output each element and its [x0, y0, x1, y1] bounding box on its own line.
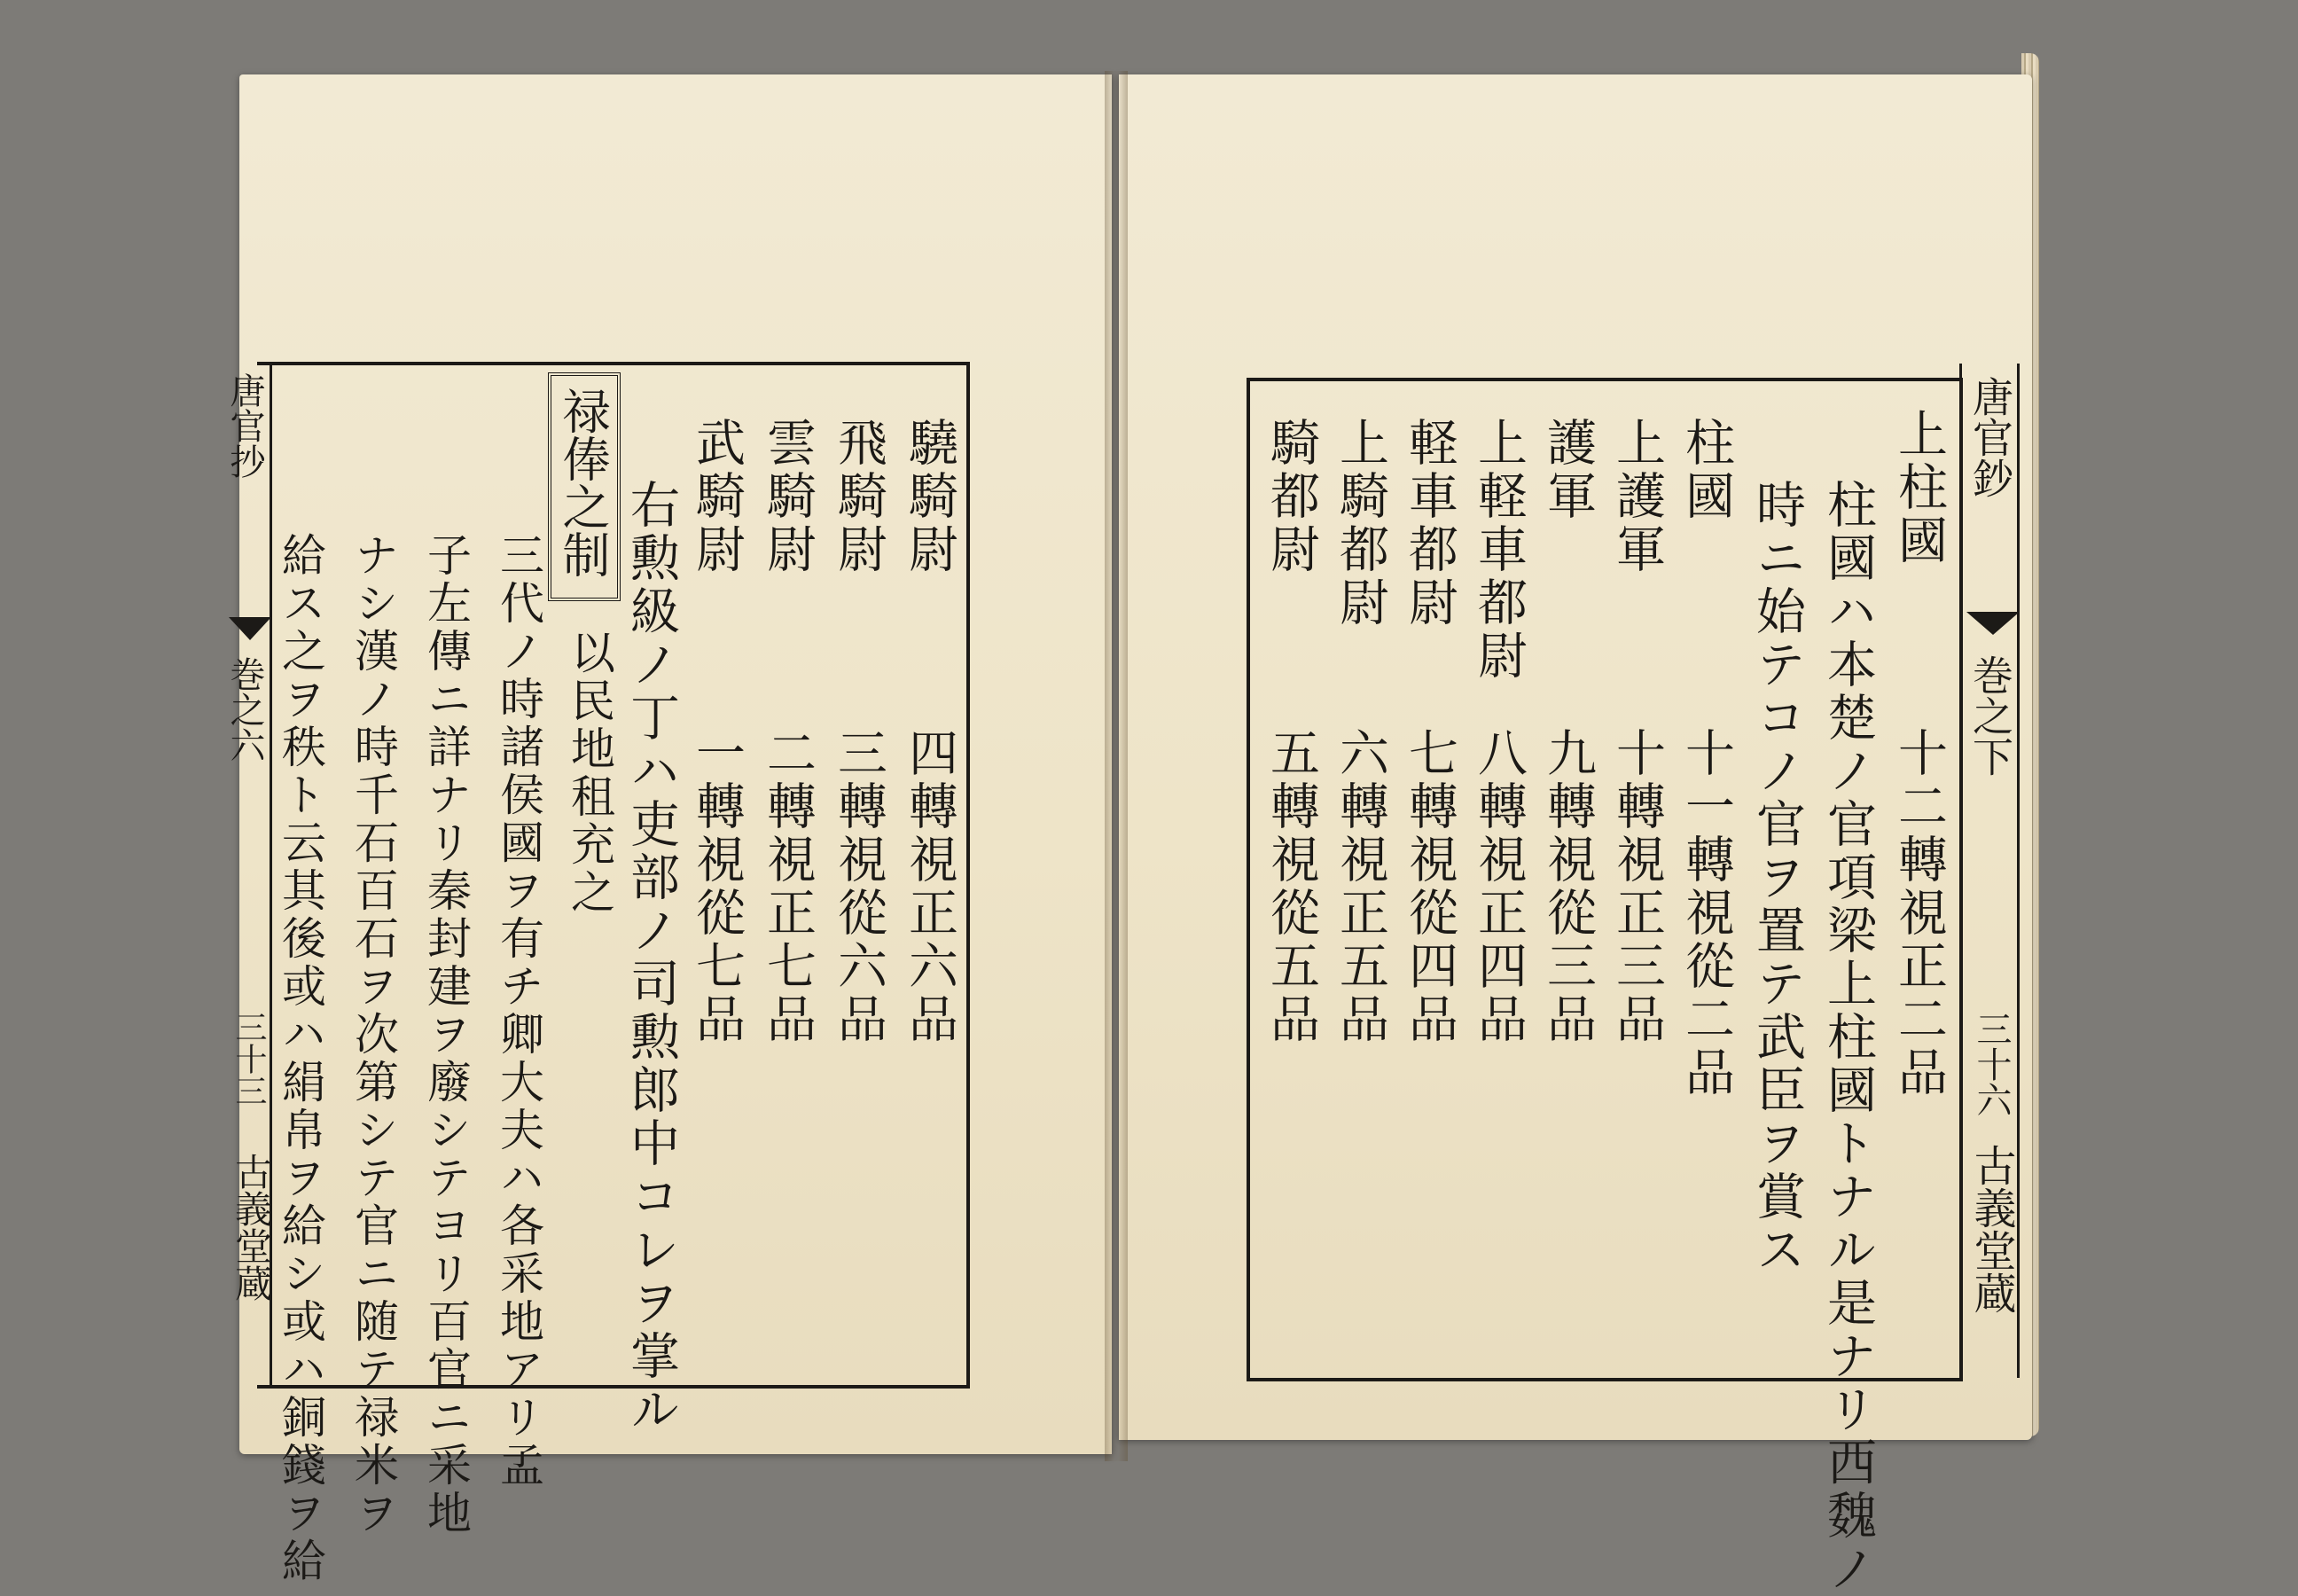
- left-hanshin-folio: 三十三: [231, 1011, 267, 1107]
- right-grade-6: 七轉視從四品: [1401, 727, 1458, 1046]
- left-text-line-2: 子左傳ニ詳ナリ秦封建ヲ廢シテヨリ百官ニ采地: [420, 532, 472, 1537]
- right-hanshin-volume: 巻之下: [1966, 654, 2014, 777]
- right-rank-4: 護軍: [1539, 417, 1597, 523]
- left-grade-4: 一轉視從七品: [688, 727, 746, 1046]
- heading-title: 禄俸之制: [555, 387, 611, 578]
- right-grade-3: 十轉視正三品: [1608, 727, 1666, 1046]
- right-rank-8: 騎都尉: [1262, 417, 1320, 576]
- right-grade-8: 五轉視從五品: [1262, 727, 1320, 1046]
- left-grade-1: 四轉視正六品: [901, 727, 958, 1046]
- left-rank-3: 雲騎尉: [759, 417, 817, 576]
- heading-box: [548, 372, 621, 601]
- right-grade-7: 六轉視正五品: [1332, 727, 1389, 1046]
- right-hanshin-title: 唐官鈔: [1966, 376, 2014, 498]
- left-text-line-4: 給ス之ヲ秩ト云其後或ハ絹帛ヲ給シ或ハ銅錢ヲ給: [275, 532, 326, 1585]
- right-rank-2: 柱國: [1677, 417, 1735, 523]
- left-fishtail-mark: [229, 617, 271, 640]
- right-grade-1: 十二轉視正二品: [1890, 727, 1948, 1099]
- right-grade-2: 十一轉視從二品: [1677, 727, 1735, 1099]
- right-hanshin-publisher: 古義堂蔵: [1966, 1144, 2016, 1314]
- heading-subtitle: 以民地租充之: [564, 630, 615, 917]
- left-grade-3: 二轉視正七品: [759, 727, 817, 1046]
- left-text-line-3: ナシ漢ノ時千石百石ヲ次第シテ官ニ随テ禄米ヲ: [348, 532, 399, 1537]
- right-rank-5: 上軽車都尉: [1470, 417, 1528, 683]
- left-note: 右勲級ノ丁ハ吏部ノ司勲郎中コレヲ掌ル: [622, 479, 680, 1436]
- right-fishtail-mark: [1966, 612, 2020, 635]
- book-gutter: [1105, 71, 1128, 1461]
- right-commentary-2: 時ニ始テコノ官ヲ置テ武臣ヲ賞ス: [1748, 479, 1806, 1277]
- left-grade-2: 三轉視從六品: [830, 727, 887, 1046]
- left-rank-1: 驍騎尉: [901, 417, 958, 576]
- left-rank-4: 武騎尉: [688, 417, 746, 576]
- right-rank-7: 上騎都尉: [1332, 417, 1389, 630]
- left-hanshin-title: 唐官抄: [224, 372, 265, 479]
- right-rank-3: 上護軍: [1608, 417, 1666, 576]
- left-text-line-1: 三代ノ時諸侯國ヲ有チ卿大夫ハ各采地アリ孟: [493, 532, 544, 1490]
- right-grade-5: 八轉視正四品: [1470, 727, 1528, 1046]
- right-grade-4: 九轉視從三品: [1539, 727, 1597, 1046]
- right-commentary-1: 柱國ハ本楚ノ官項梁上柱國トナル是ナリ西魏ノ: [1819, 479, 1877, 1596]
- left-hanshin-publisher: 古義堂蔵: [230, 1153, 273, 1302]
- right-hanshin-folio: 三十六: [1971, 1011, 2012, 1117]
- left-rank-2: 飛騎尉: [830, 417, 887, 576]
- right-rank-6: 軽車都尉: [1401, 417, 1458, 630]
- left-hanshin-volume: 巻之六: [224, 656, 265, 763]
- right-rank-1: 上柱國: [1890, 408, 1948, 567]
